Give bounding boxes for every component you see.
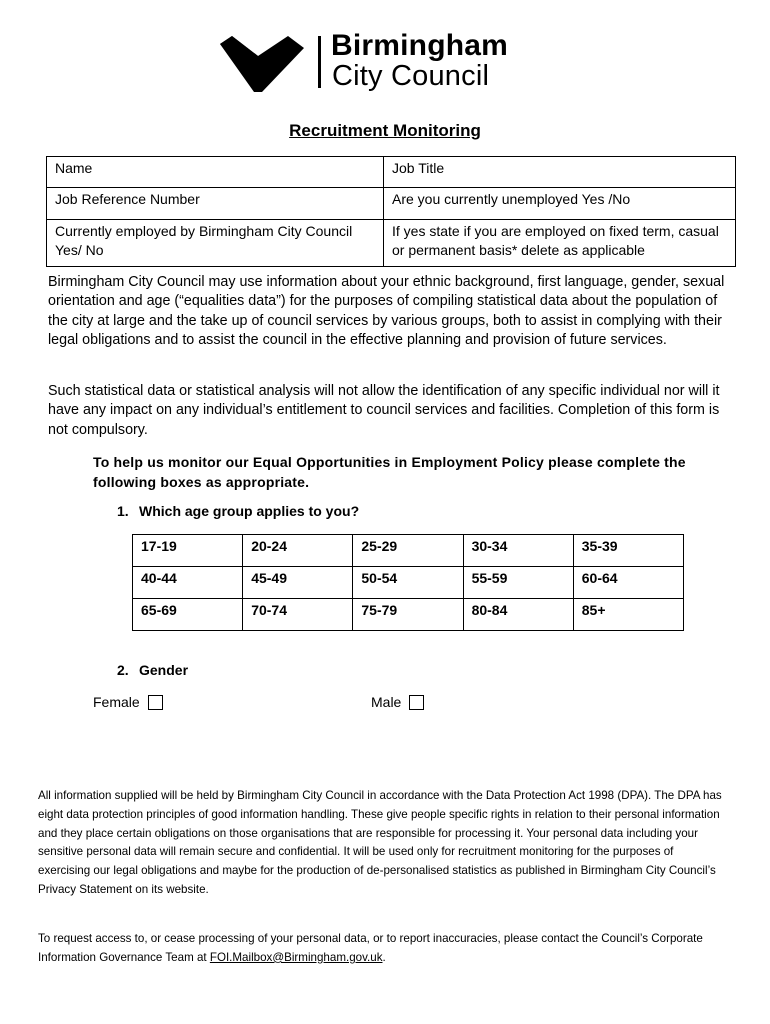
job-reference-field[interactable]: Job Reference Number <box>47 188 384 220</box>
question-gender <box>117 662 188 678</box>
foi-email-link[interactable]: FOI.Mailbox@Birmingham.gov.uk <box>209 950 383 964</box>
age-option[interactable]: 75-79 <box>353 599 463 631</box>
age-group-table <box>132 534 684 631</box>
contact-paragraph <box>38 930 728 968</box>
details-table <box>46 156 736 267</box>
age-option[interactable]: 25-29 <box>353 535 463 567</box>
employed-by-council-field[interactable]: Currently employed by Birmingham City Council Yes/ No <box>47 220 384 267</box>
age-option[interactable]: 20-24 <box>243 535 353 567</box>
gender-male-checkbox[interactable] <box>409 695 424 710</box>
contact-text-end: . <box>382 950 386 964</box>
gender-male-label: Male <box>371 694 402 710</box>
age-option[interactable]: 17-19 <box>133 535 243 567</box>
age-option[interactable]: 85+ <box>573 599 683 631</box>
question-age-group <box>117 503 359 519</box>
question-number: 2. <box>117 662 129 678</box>
age-option[interactable]: 35-39 <box>573 535 683 567</box>
gender-male-option <box>371 694 424 710</box>
age-option[interactable]: 40-44 <box>133 567 243 599</box>
age-option[interactable]: 80-84 <box>463 599 573 631</box>
question-text: Gender <box>139 662 189 678</box>
logo-text-birmingham: Birmingham <box>331 29 509 62</box>
question-number: 1. <box>117 503 129 519</box>
age-option[interactable]: 55-59 <box>463 567 573 599</box>
equalities-data-paragraph: Birmingham City Council may use information about your ethnic background, first language, gender, sexual orientation and age (“equalities data”) for the purposes of compiling statistical data about the population of the city at large and the take up of council services by various groups, both to assist in complying with their legal obligations and to assist the council in the effective planning and provision of future services. <box>48 274 725 349</box>
gender-female-option <box>93 694 163 710</box>
monitoring-intro: To help us monitor our Equal Opportunities in Employment Policy please complete the following boxes as appropriate. <box>93 454 686 490</box>
logo-text-city-council: City Council <box>332 60 490 92</box>
job-title-field[interactable]: Job Title <box>384 157 736 188</box>
contact-text: To request access to, or cease processing of your personal data, or to report inaccuracies, please contact the Council’s Corporate Information Governance Team at <box>38 932 703 964</box>
age-option[interactable]: 70-74 <box>243 599 353 631</box>
logo-divider <box>318 36 321 88</box>
gender-female-label: Female <box>93 694 140 710</box>
unemployed-field[interactable]: Are you currently unemployed Yes /No <box>384 188 736 220</box>
employment-basis-field[interactable]: If yes state if you are employed on fixed term, casual or permanent basis* delete as applicable <box>384 220 736 267</box>
statistical-data-paragraph: Such statistical data or statistical analysis will not allow the identification of any specific individual nor will it have any impact on any individual’s entitlement to council services and facilities. Completion of this form is not compulsory. <box>48 383 720 438</box>
birmingham-logo-heart-icon <box>218 34 306 96</box>
gender-female-checkbox[interactable] <box>148 695 163 710</box>
age-option[interactable]: 60-64 <box>573 567 683 599</box>
age-option[interactable]: 30-34 <box>463 535 573 567</box>
question-text: Which age group applies to you? <box>139 503 360 519</box>
age-option[interactable]: 45-49 <box>243 567 353 599</box>
page-title: Recruitment Monitoring <box>289 121 481 140</box>
age-option[interactable]: 65-69 <box>133 599 243 631</box>
name-field[interactable]: Name <box>47 157 384 188</box>
data-protection-paragraph: All information supplied will be held by Birmingham City Council in accordance with the Data Protection Act 1998 (DPA). The DPA has eight data protection principles of good information handling. These give people specific rights in relation to their personal information and they place certain obligations on those organisations that are responsible for processing it. Your personal data including your sensitive personal data will remain secure and confidential. It will be used only for recruitment monitoring for the purposes of exercising our legal obligations and maybe for the production of de-personalised statistics as published in Birmingham City Council’s Privacy Statement on its website. <box>38 789 722 896</box>
age-option[interactable]: 50-54 <box>353 567 463 599</box>
